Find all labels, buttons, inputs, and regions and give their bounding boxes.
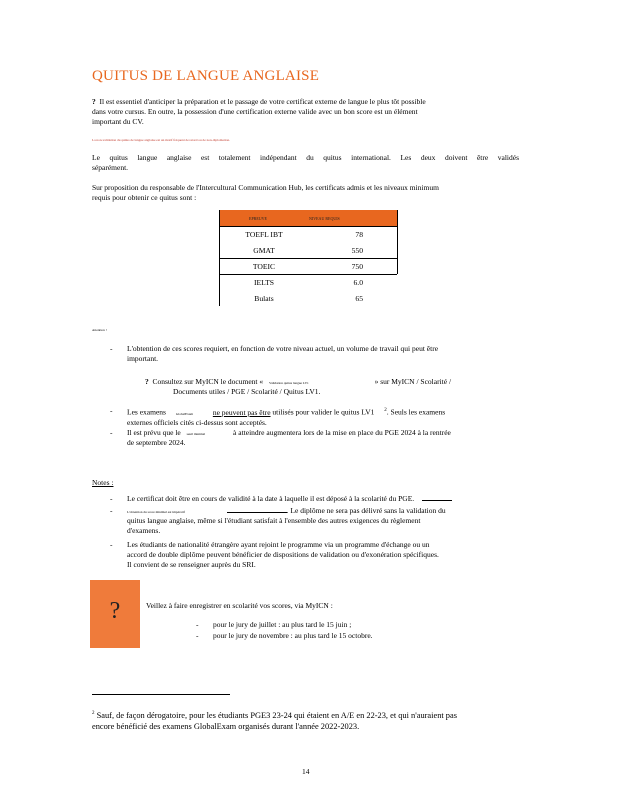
bullet-dash: - xyxy=(110,406,113,415)
consult-prefix: Consultez sur MyICN le document « xyxy=(152,377,264,386)
bullet-globalexam xyxy=(127,406,517,428)
footnote-marker: 2 xyxy=(92,711,95,716)
test-name: Bulats xyxy=(254,293,274,303)
independence-paragraph xyxy=(92,153,519,173)
column-header-test: EPREUVE xyxy=(219,210,309,226)
consult-instruction xyxy=(145,377,515,387)
bullet-workload xyxy=(127,344,507,364)
attention-label: Attention ! xyxy=(92,328,107,332)
bullet-dash: - xyxy=(110,428,113,437)
bullet-dash: - xyxy=(110,344,113,353)
table-rule xyxy=(219,274,397,275)
question-mark-icon: ? xyxy=(145,377,149,386)
footnote-line: Sauf, de façon dérogatoire, pour les étudiants PGE3 23-24 qui étaient en A/E en 22-23, et qui n'auraient pas xyxy=(96,710,457,720)
table-rule xyxy=(397,210,398,274)
bullet-text: à atteindre augmentera lors de la mise en place du PGE 2024 à la rentrée xyxy=(233,428,451,437)
note-small-text: L'obtention du score minimal est impératif xyxy=(127,510,185,514)
intro-line-1: Il est essentiel d'anticiper la préparation et le passage de votre certificat externe de langue le plus tôt possible xyxy=(99,97,426,106)
note-validity xyxy=(127,494,452,504)
note-line: quitus langue anglaise, même si l'étudiant satisfait à l'ensemble des autres exigences du règlement xyxy=(127,516,421,525)
callout-text: Veillez à faire enregistrer en scolarité vos scores, via MyICN : xyxy=(146,601,333,610)
table-row xyxy=(219,290,397,306)
independence-line-1: Le quitus langue anglaise est totalement indépendant du quitus international. Les deux doivent être validés xyxy=(92,153,519,162)
table-rule xyxy=(219,226,397,227)
warning-note: La non-validation du quitus de langue anglaise est un motif fréquent de retard ou de non-diplomation. xyxy=(92,138,231,142)
callout-item-july: pour le jury de juillet : au plus tard le 15 juin ; xyxy=(213,620,352,629)
test-name: IELTS xyxy=(254,277,274,287)
footnote xyxy=(92,708,532,732)
blank-line xyxy=(422,500,452,501)
bullet-underlined-text: ne peuvent pas être xyxy=(212,407,271,417)
bullet-text: utilisés pour valider le quitus LV1 xyxy=(272,407,375,417)
question-mark-icon: ? xyxy=(109,598,121,624)
note-line: d'examens. xyxy=(127,526,161,535)
intro-line-3: important du CV. xyxy=(92,117,144,126)
footnote-marker[interactable]: 2 xyxy=(384,408,387,413)
scores-table xyxy=(219,210,397,306)
note-line: Il convient de se renseigner auprès du SRI. xyxy=(127,560,256,569)
note-mandatory xyxy=(127,506,517,536)
note-line: Les étudiants de nationalité étrangère ayant rejoint le programme via un programme d'échange ou un xyxy=(127,540,430,549)
bullet-small-text: seuil minimal xyxy=(186,432,206,436)
bullet-text: . Seuls les examens xyxy=(386,407,446,417)
column-header-level: NIVEAU REQUIS xyxy=(309,210,397,226)
test-level: 550 xyxy=(351,245,363,255)
consult-suffix: » sur MyICN / Scolarité / xyxy=(374,377,452,386)
bullet-line: important. xyxy=(127,354,159,363)
test-name: GMAT xyxy=(253,245,275,255)
test-name: TOEFL IBT xyxy=(245,229,283,239)
bullet-text: Les examens xyxy=(127,407,166,417)
blank-line xyxy=(227,512,287,513)
page-number: 14 xyxy=(302,767,310,776)
test-level: 65 xyxy=(355,293,363,303)
table-row xyxy=(219,226,397,242)
bullet-line: L'obtention de ces scores requiert, en fonction de votre niveau actuel, un volume de travail qui peut être xyxy=(127,344,439,353)
test-name: TOEIC xyxy=(252,261,276,271)
table-header-row xyxy=(219,210,397,226)
document-link[interactable]: Validation quitus langue LV1 xyxy=(269,381,309,385)
consult-path: Documents utiles / PGE / Scolarité / Quitus LV1. xyxy=(173,387,321,396)
table-row xyxy=(219,258,397,274)
footnote-line: encore bénéficié des examens GlobalExam organisés durant l'année 2022-2023. xyxy=(92,721,360,731)
proposal-line-2: requis pour obtenir ce quitus sont : xyxy=(92,193,197,202)
test-level: 6.0 xyxy=(353,277,363,287)
bullet-threshold xyxy=(127,428,517,448)
footnote-divider xyxy=(92,694,230,695)
test-level: 750 xyxy=(351,261,363,271)
bullet-dash: - xyxy=(110,540,113,549)
bullet-small-text: GlobalExam xyxy=(175,411,193,416)
note-foreign-students xyxy=(127,540,517,570)
bullet-line: externes officiels cités ci-dessus sont acceptés. xyxy=(127,417,267,427)
proposal-line-1: Sur proposition du responsable de l'Intercultural Communication Hub, les certificats admis et les niveaux minimum xyxy=(92,183,439,192)
page-title: QUITUS DE LANGUE ANGLAISE xyxy=(92,68,320,84)
question-mark-icon: ? xyxy=(92,97,96,106)
table-row xyxy=(219,242,397,258)
independence-line-2: séparément. xyxy=(92,163,129,172)
proposal-paragraph xyxy=(92,183,492,203)
callout-question-box xyxy=(90,580,140,648)
bullet-dash: - xyxy=(196,620,199,629)
table-rule xyxy=(219,210,220,306)
bullet-dash: - xyxy=(110,494,113,503)
notes-heading: Notes : xyxy=(92,478,114,487)
note-line: accord de double diplôme peuvent bénéficier de dispositions de validation ou d'exonération spécifiques. xyxy=(127,550,439,559)
note-text: Le certificat doit être en cours de validité à la date à laquelle il est déposé à la scolarité du PGE. xyxy=(127,494,415,503)
test-level: 78 xyxy=(355,229,363,239)
bullet-dash: - xyxy=(110,506,113,515)
bullet-dash: - xyxy=(196,631,199,640)
intro-line-2: dans votre cursus. En outre, la possession d'une certification externe valide avec un bon score est un élément xyxy=(92,107,418,116)
callout-item-november: pour le jury de novembre : au plus tard le 15 octobre. xyxy=(213,631,373,640)
bullet-text: Il est prévu que le xyxy=(127,428,181,437)
intro-paragraph xyxy=(92,97,482,127)
note-text: . Le diplôme ne sera pas délivré sans la validation du xyxy=(286,506,446,515)
table-row xyxy=(219,274,397,290)
table-rule xyxy=(219,258,397,259)
bullet-line: de septembre 2024. xyxy=(127,438,186,447)
